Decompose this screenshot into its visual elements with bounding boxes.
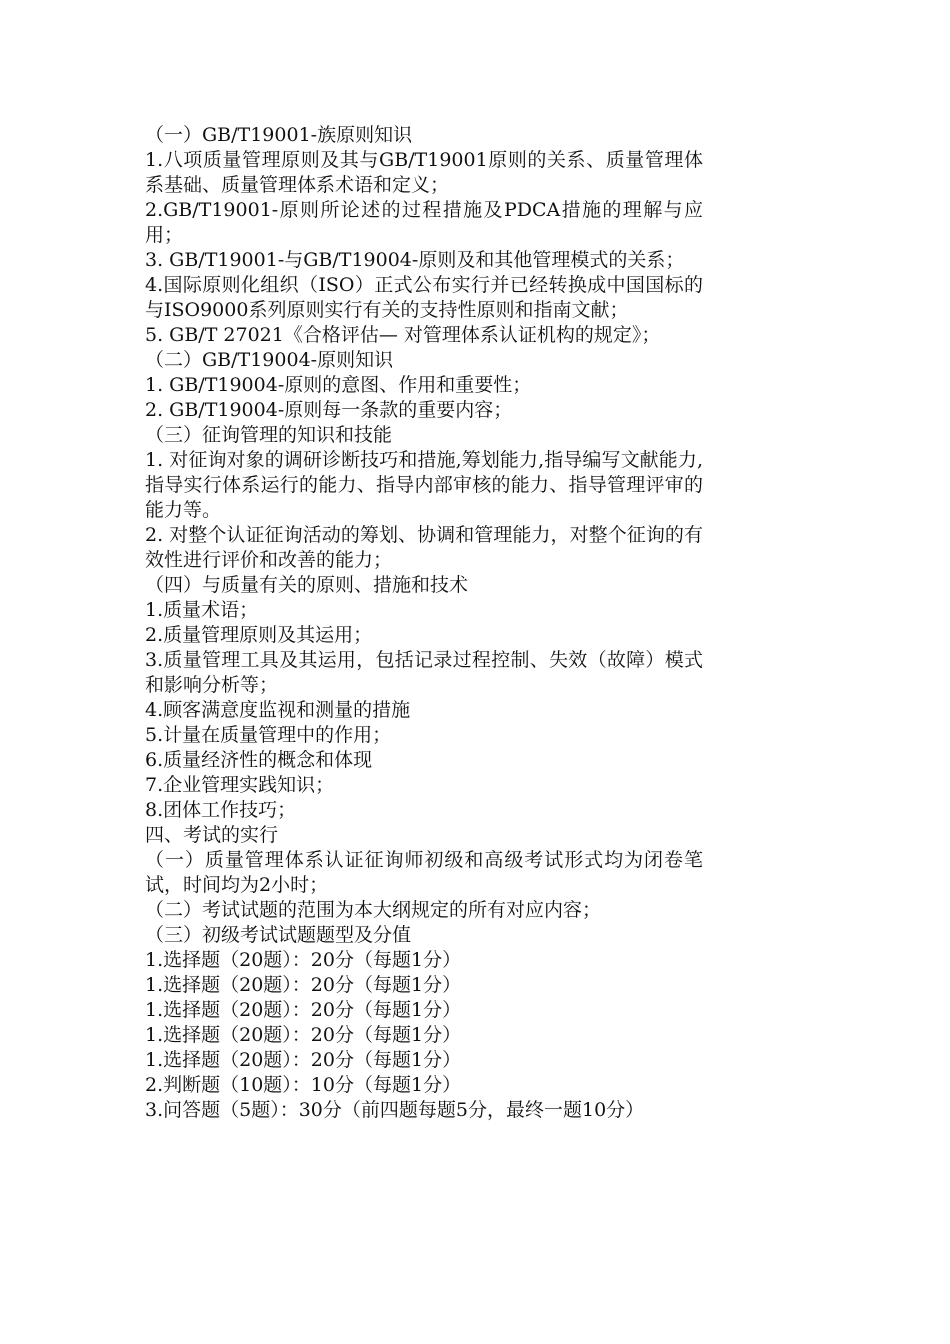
section-heading: （二）GB/T19004-原则知识: [145, 349, 394, 371]
list-item: 1.选择题（20题）：20分（每题1分）: [145, 1049, 462, 1071]
list-item: 1.选择题（20题）：20分（每题1分）: [145, 999, 462, 1021]
section-heading: （三）征询管理的知识和技能: [145, 424, 393, 446]
list-item: 1.选择题（20题）：20分（每题1分）: [145, 974, 462, 996]
list-item: 1.选择题（20题）：20分（每题1分）: [145, 949, 462, 971]
list-item: 6.质量经济性的概念和体现: [145, 749, 373, 771]
list-item: 3.问答题（5题）：30分（前四题每题5分，最终一题10分）: [145, 1099, 645, 1121]
section-heading: （四）与质量有关的原则、措施和技术: [145, 574, 469, 596]
list-item: 1. 对征询对象的调研诊断技巧和措施,筹划能力,指导编写文献能力,指导实行体系运行的能力、指导内部审核的能力、指导管理评审的能力等。: [145, 449, 703, 521]
list-item: 2. 对整个认证征询活动的筹划、协调和管理能力，对整个征询的有效性进行评价和改善的能力；: [145, 524, 703, 571]
list-item: 4.国际原则化组织（ISO）正式公布实行并已经转换成中国国标的与ISO9000系列原则实行有关的支持性原则和指南文献；: [145, 274, 703, 321]
list-item: 1. GB/T19004-原则的意图、作用和重要性；: [145, 374, 532, 396]
list-item: 3.质量管理工具及其运用，包括记录过程控制、失效（故障）模式和影响分析等；: [145, 649, 703, 696]
section-heading: （一）GB/T19001-族原则知识: [145, 124, 413, 146]
list-item: 3. GB/T19001-与GB/T19004-原则及和其他管理模式的关系；: [145, 249, 685, 271]
list-item: 5. GB/T 27021《合格评估— 对管理体系认证机构的规定》；: [145, 324, 661, 346]
list-item: 2.GB/T19001-原则所论述的过程措施及PDCA措施的理解与应用；: [145, 199, 703, 246]
section-paragraph: （一）质量管理体系认证征询师初级和高级考试形式均为闭卷笔试，时间均为2小时；: [145, 849, 703, 896]
list-item: 2.判断题（10题）：10分（每题1分）: [145, 1074, 462, 1096]
list-item: 1.质量术语；: [145, 599, 259, 621]
document-body: [145, 123, 703, 1123]
list-item: 5.计量在质量管理中的作用；: [145, 724, 392, 746]
list-item: 1.选择题（20题）：20分（每题1分）: [145, 1024, 462, 1046]
list-item: 7.企业管理实践知识；: [145, 774, 335, 796]
chapter-heading: 四、考试的实行: [145, 824, 279, 846]
list-item: 2.质量管理原则及其运用；: [145, 624, 373, 646]
list-item: 1.八项质量管理原则及其与GB/T19001原则的关系、质量管理体系基础、质量管理体系术语和定义；: [145, 149, 703, 196]
list-item: 4.顾客满意度监视和测量的措施: [145, 699, 411, 721]
list-item: 2. GB/T19004-原则每一条款的重要内容；: [145, 399, 513, 421]
section-paragraph: （二）考试试题的范围为本大纲规定的所有对应内容；: [145, 899, 602, 921]
list-item: 8.团体工作技巧；: [145, 799, 297, 821]
section-heading: （三）初级考试试题题型及分值: [145, 924, 412, 946]
